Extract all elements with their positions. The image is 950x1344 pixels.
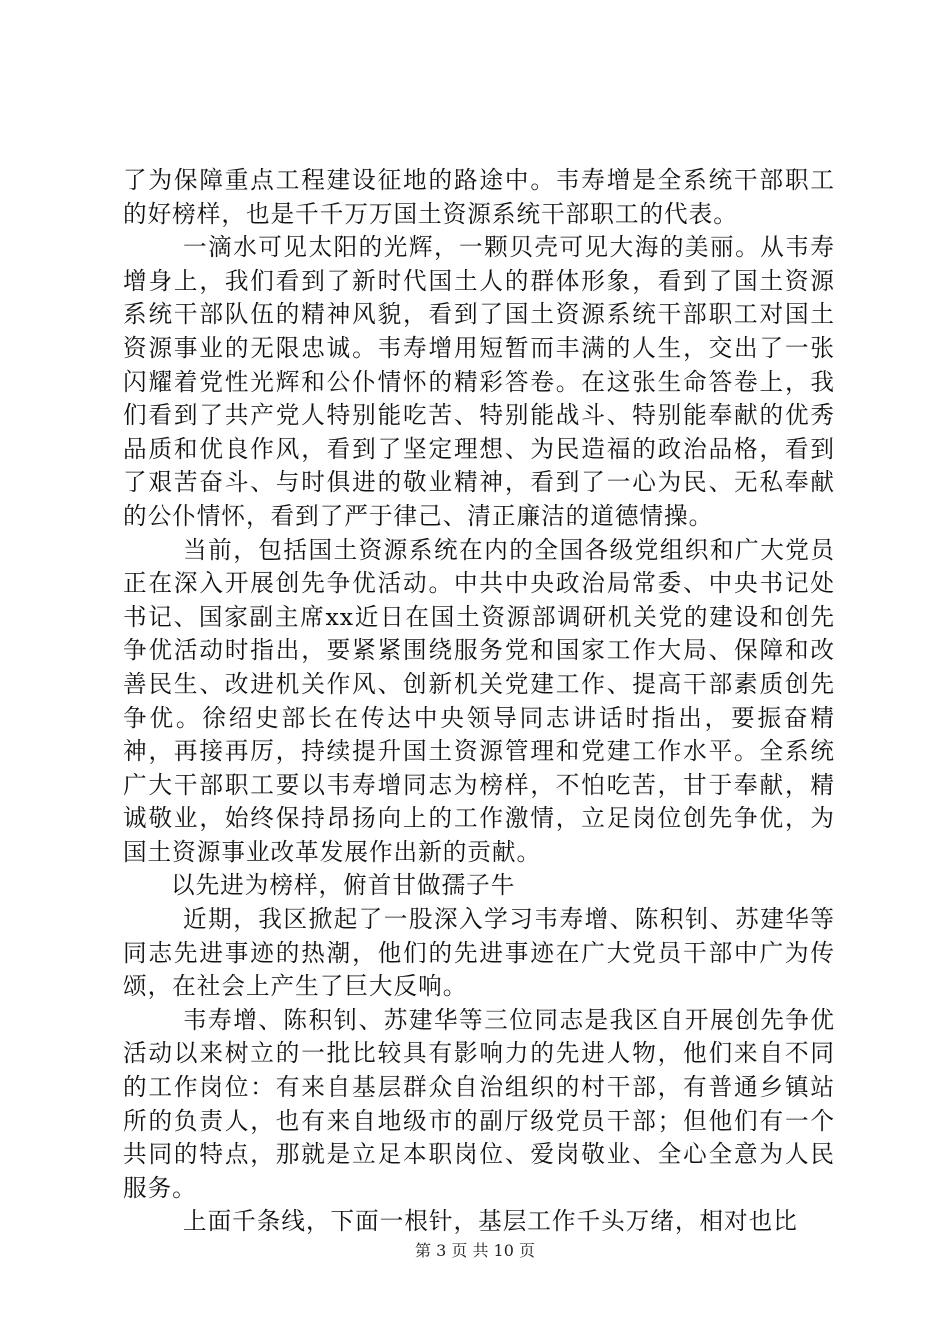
page-footer: 第 3 页 共 10 页 xyxy=(415,1241,535,1260)
paragraph-body: 近期，我区掀起了一股深入学习韦寿增、陈积钊、苏建华等同志先进事迹的热潮，他们的先进事迹在广大党员干部中广为传颂，在社会上产生了巨大反响。 xyxy=(123,905,835,1001)
paragraph-body: 上面千条线，下面一根针，基层工作千头万绪，相对也比 xyxy=(183,1207,798,1236)
paragraph-body: 一滴水可见太阳的光辉，一颗贝壳可见大海的美丽。从韦寿增身上，我们看到了新时代国土人的群体形象，看到了国土资源系统干部队伍的精神风貌，看到了国土资源系统干部职工对国土资源事业的无限忠诚。韦寿增用短暂而丰满的人生，交出了一张闪耀着党性光辉和公仆情怀的精彩答卷。在这张生命答卷上，我们看到了共产党人特别能吃苦、特别能战斗、特别能奉献的优秀品质和优良作风，看到了坚定理想、为民造福的政治品格，看到了艰苦奋斗、与时俱进的敬业精神，看到了一心为民、无私奉献的公仆情怀，看到了严于律己、清正廉洁的道德情操。 xyxy=(123,233,835,530)
paragraph-body: 韦寿增、陈积钊、苏建华等三位同志是我区自开展创先争优活动以来树立的一批比较具有影响力的先进人物，他们来自不同的工作岗位：有来自基层群众自治组织的村干部，有普通乡镇站所的负责人，也有来自地级市的副厅级党员干部；但他们有一个共同的特点，那就是立足本职岗位、爱岗敬业、全心全意为人民服务。 xyxy=(123,1005,835,1202)
paragraph-continuation: 了为保障重点工程建设征地的路途中。韦寿增是全系统干部职工的好榜样，也是千千万万国土资源系统干部职工的代表。 xyxy=(123,166,835,228)
section-heading: 以先进为榜样，俯首甘做孺子牛 xyxy=(171,871,516,900)
document-body xyxy=(123,164,835,1239)
paragraph-body: 当前，包括国土资源系统在内的全国各级党组织和广大党员正在深入开展创先争优活动。中共中央政治局常委、中央书记处书记、国家副主席xx近日在国土资源部调研机关党的建设和创先争优活动时指出，要紧紧围绕服务党和国家工作大局、保障和改善民生、改进机关作风、创新机关党建工作、提高干部素质创先争优。徐绍史部长在传达中央领导同志讲话时指出，要振奋精神，再接再厉，持续提升国土资源管理和党建工作水平。全系统广大干部职工要以韦寿增同志为榜样，不怕吃苦，甘于奉献，精诚敬业，始终保持昂扬向上的工作激情，立足岗位创先争优，为国土资源事业改革发展作出新的贡献。 xyxy=(123,535,835,866)
